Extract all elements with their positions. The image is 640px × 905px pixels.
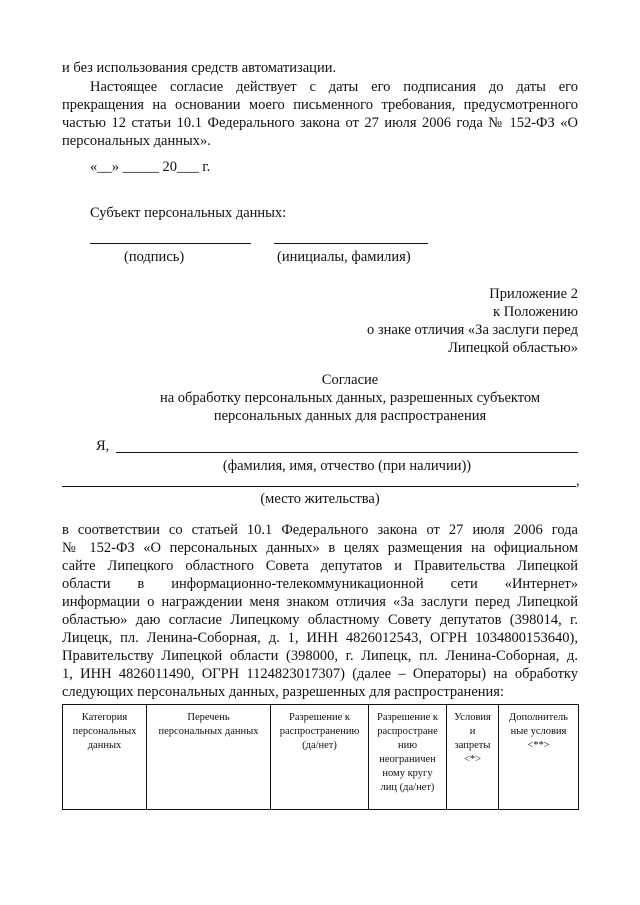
appendix-line-3: о знаке отличия «За заслуги перед [367,322,578,338]
residence-line [62,486,576,487]
consent-body-line-6: областью» даю согласие Липецкому областному Совету депутатов (398014, г. [62,612,578,628]
appendix-line-2: к Положению [493,304,578,320]
consent-subtitle-2: персональных данных для распространения [213,408,487,424]
validity-line-1: Настоящее согласие действует с даты его подписания до даты его [90,79,578,95]
consent-subtitle-1: на обработку персональных данных, разрешенных субъектом [159,390,541,406]
consent-table [62,704,579,810]
header-permission: Разрешение к распространению (да/нет) [271,705,369,810]
consent-body-line-10: следующих персональных данных, разрешенных для распространения: [62,684,504,700]
header-data-list: Перечень персональных данных [147,705,271,810]
validity-line-2: прекращения на основании моего письменного требования, предусмотренного [62,97,578,113]
consent-body-line-2: № 152-ФЗ «О персональных данных» в целях размещения на официальном [62,540,578,556]
consent-body-line-7: Лицецк, пл. Ленина-Соборная, д. 1, ИНН 4826012543, ОГРН 1034800153640), [62,630,578,646]
validity-line-3: частью 12 статьи 10.1 Федерального закона от 27 июля 2006 года № 152-ФЗ «О [62,115,578,131]
subject-label: Субъект персональных данных: [90,205,287,221]
signature-line [90,243,251,244]
appendix-line-1: Приложение 2 [489,286,578,302]
consent-body-line-8: Правительству Липецкой области (398000, г. Липецк, пл. Ленина-Соборная, д. [62,648,578,664]
consent-title: Согласие [321,372,379,388]
name-caption: (инициалы, фамилия) [277,249,411,265]
validity-line-4: персональных данных». [62,133,211,149]
header-additional: Дополнитель ные условия <**> [499,705,579,810]
header-category: Категория персональных данных [63,705,147,810]
consent-body-line-4: области в информационно-телекоммуникационной сети «Интернет» [62,576,578,592]
residence-caption: (место жительства) [260,491,380,507]
consent-body-line-5: информации о награждении меня знаком отличия «За заслуги перед Липецкой [62,594,578,610]
name-line [274,243,428,244]
automation-line: и без использования средств автоматизации. [62,60,337,76]
residence-comma: , [576,473,580,489]
date-line: «__» _____ 20___ г. [90,159,211,175]
consent-body-line-3: сайте Липецкого областного Совета депутатов и Правительства Липецкой [62,558,578,574]
appendix-line-4: Липецкой областью» [448,340,578,356]
consent-body-line-1: в соответствии со статьей 10.1 Федерального закона от 27 июля 2006 года [62,522,578,538]
signature-caption: (подпись) [124,249,185,265]
consent-body-line-9: 1, ИНН 4826011490, ОГРН 1124823017307) (далее – Операторы) на обработку [62,666,578,682]
table-header-row [63,705,579,810]
header-conditions: Условия и запреты <*> [447,705,499,810]
header-permission-unlimited: Разрешение к распростране нию неограничен ному кругу лиц (да/нет) [369,705,447,810]
fio-caption: (фамилия, имя, отчество (при наличии)) [222,458,472,474]
i-prefix: Я, [96,438,110,454]
fio-line [116,452,578,453]
